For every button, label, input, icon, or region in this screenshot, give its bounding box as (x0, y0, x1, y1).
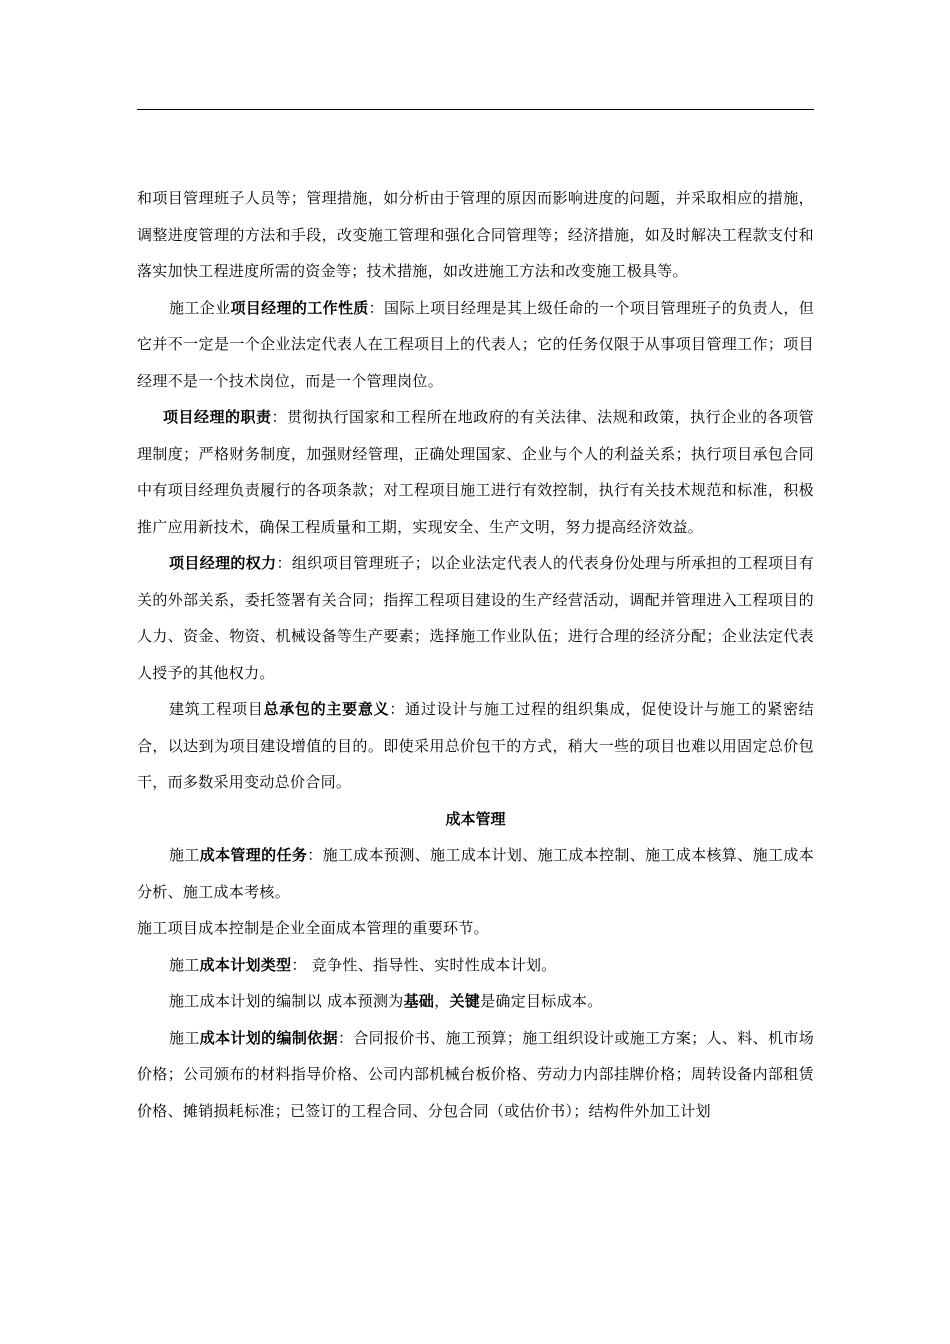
document-body (137, 180, 814, 1129)
section-title: 成本管理 (445, 809, 506, 828)
paragraph-text: ：贯彻执行国家和工程所在地政府的有关法律、法规和政策，执行企业的各项管理制度；严格财务制度，加强财经管理，正确处理国家、企业与个人的利益关系；执行项目承包合同中有项目经理负责履行的各项条款；对工程项目施工进行有效控制，执行有关技术规范和标准，积极推广应用新技术，确保工程质量和工期，实现安全、生产文明，努力提高经济效益。 (137, 408, 814, 536)
paragraph-text: 和项目管理班子人员等；管理措施，如分析由于管理的原因而影响进度的问题，并采取相应的措施，调整进度管理的方法和手段，改变施工管理和强化合同管理等；经济措施，如及时解决工程款支付和落实加快工程进度所需的资金等；技术措施，如改进施工方法和改变施工极具等。 (137, 189, 814, 280)
paragraph-prefix: 施工成本计划的编制以 成本预测为 (169, 992, 404, 1010)
paragraph-keyword: 项目经理的工作性质 (230, 298, 369, 317)
paragraph-prefix: 施工企业 (169, 298, 231, 317)
paragraph-cost-plan-sources (137, 1020, 814, 1130)
paragraph-text: ：施工成本预测、施工成本计划、施工成本控制、施工成本核算、施工成本分析、施工成本考核。 (137, 846, 814, 901)
paragraph-prefix: 施工 (169, 846, 200, 864)
paragraph-keyword: 成本计划的编制依据 (199, 1028, 338, 1047)
paragraph-keyword: 成本管理的任务 (199, 846, 308, 864)
paragraph-cost-plan-types (137, 947, 814, 984)
paragraph-pm-duties (137, 399, 814, 545)
paragraph-text: ： 竞争性、指导性、实时性成本计划。 (291, 955, 557, 974)
paragraph-cost-tasks (137, 837, 814, 910)
header-rule (137, 109, 814, 110)
paragraph-general-contracting (137, 691, 814, 801)
paragraph-text: ：组织项目管理班子；以企业法定代表人的代表身份处理与所承担的工程项目有关的外部关系，委托签署有关合同；指挥工程项目建设的生产经营活动，调配并管理进入工程项目的人力、资金、物资、机械设备等生产要素；选择施工作业队伍；进行合理的经济分配；企业法定代表人授予的其他权力。 (137, 554, 814, 682)
paragraph-pm-nature (137, 290, 814, 400)
paragraph-cost-control (137, 910, 814, 947)
paragraph-cost-plan-basis (137, 983, 814, 1020)
paragraph-keyword: 关键 (449, 992, 481, 1010)
paragraph-text: ：通过设计与施工过程的组织集成，促使设计与施工的紧密结合，以达到为项目建设增值的目的。即使采用总价包干的方式，稍大一些的项目也难以用固定总价包干，而多数采用变动总价合同。 (137, 700, 814, 791)
paragraph-progress-measures (137, 180, 814, 290)
paragraph-text: ：国际上项目经理是其上级任命的一个项目管理班子的负责人，但它并不一定是一个企业法定代表人在工程项目上的代表人；它的任务仅限于从事项目管理工作；项目经理不是一个技术岗位，而是一个管理岗位。 (137, 298, 815, 390)
paragraph-keyword: 总承包的主要意义 (263, 700, 390, 718)
paragraph-separator: ， (434, 992, 450, 1010)
paragraph-prefix: 建筑工程项目 (169, 700, 264, 718)
paragraph-keyword: 基础 (403, 992, 435, 1010)
paragraph-text: 施工项目成本控制是企业全面成本管理的重要环节。 (137, 919, 489, 937)
paragraph-prefix: 施工 (169, 955, 200, 974)
paragraph-keyword: 成本计划类型 (199, 955, 292, 974)
paragraph-text: 是确定目标成本。 (480, 992, 603, 1010)
paragraph-pm-powers (137, 545, 814, 691)
paragraph-prefix: 施工 (169, 1028, 200, 1047)
paragraph-keyword: 项目经理的职责 (163, 408, 272, 426)
paragraph-keyword: 项目经理的权力 (169, 554, 277, 572)
paragraph-text: ：合同报价书、施工预算；施工组织设计或施工方案；人、料、机市场价格；公司颁布的材料指导价格、公司内部机械台板价格、劳动力内部挂牌价格；周转设备内部租赁价格、摊销损耗标准；已签订的工程合同、分包合同（或估价书）；结构件外加工计划 (137, 1028, 814, 1120)
